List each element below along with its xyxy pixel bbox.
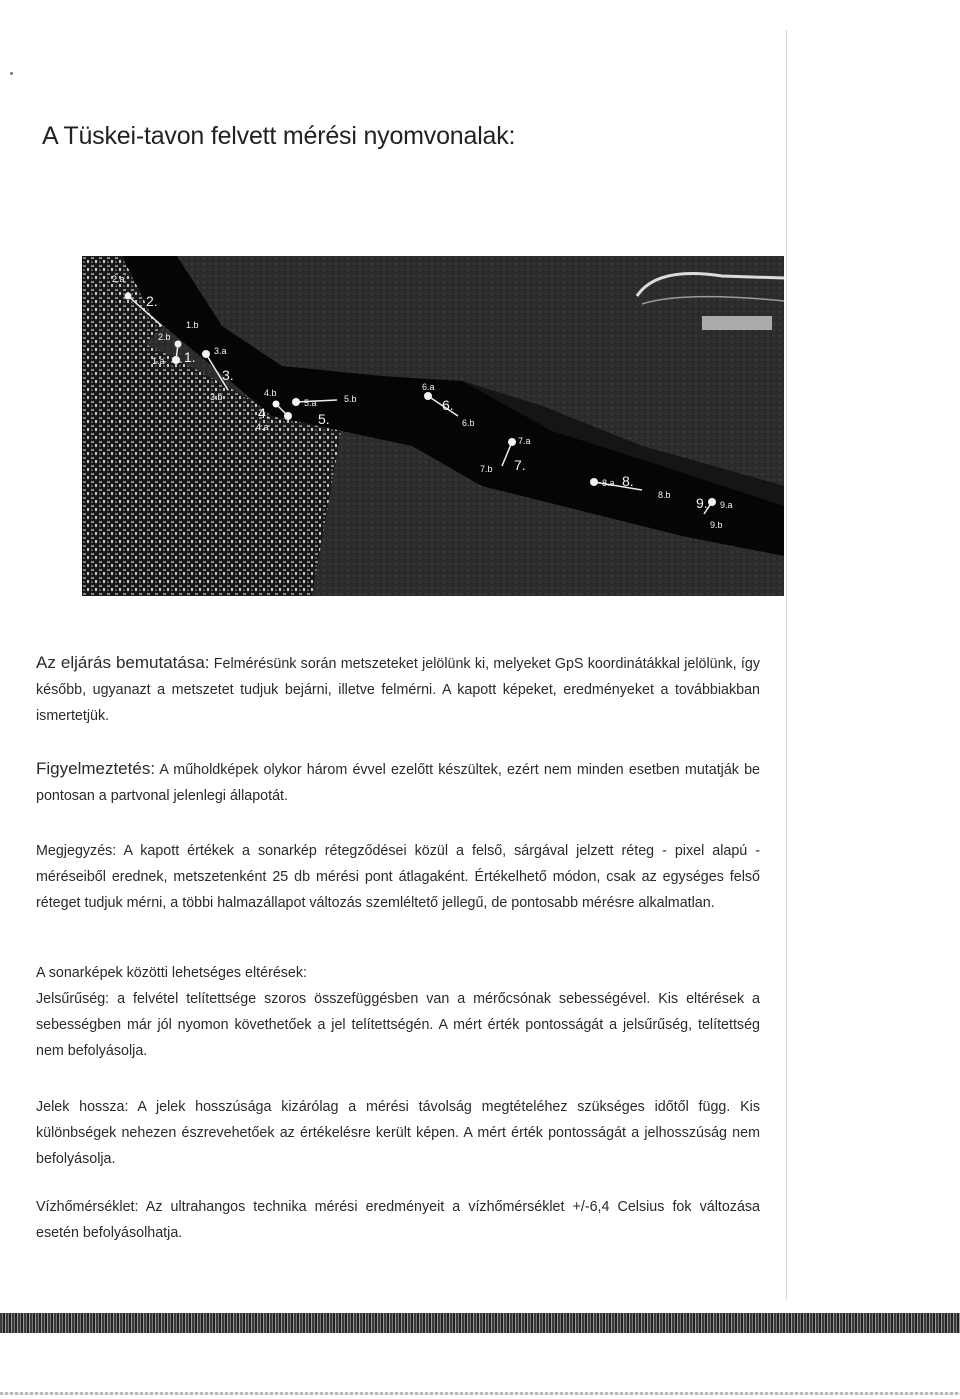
signal-density-paragraph bbox=[36, 986, 760, 1064]
warning-heading: Figyelmeztetés: bbox=[36, 759, 156, 778]
map-label: 1.b bbox=[186, 320, 199, 330]
map-label: 3.a bbox=[214, 346, 227, 356]
scan-speck bbox=[10, 72, 13, 75]
marker-1a bbox=[172, 356, 180, 364]
map-label: 8.a bbox=[602, 478, 615, 488]
map-label: 4.b bbox=[264, 388, 277, 398]
map-label: 7.b bbox=[480, 464, 493, 474]
map-label: 2.b bbox=[158, 332, 171, 342]
signal-length-paragraph bbox=[36, 1094, 760, 1172]
water-temperature-paragraph bbox=[36, 1194, 760, 1246]
warning-text: A műholdképek olykor három évvel ezelőtt készültek, ezért nem minden esetben mutatják be pontosan a partvonal jelenlegi állapotát. bbox=[36, 762, 760, 804]
map-label: 8. bbox=[622, 473, 634, 489]
marker-9a bbox=[708, 498, 716, 506]
note-heading: Megjegyzés: bbox=[36, 843, 117, 859]
signal-density-heading: Jelsűrűség: bbox=[36, 991, 110, 1007]
map-label: 7. bbox=[514, 457, 526, 473]
map-label: 1.a bbox=[152, 356, 165, 366]
signal-length-heading: Jelek hossza: bbox=[36, 1099, 129, 1115]
map-label: 3. bbox=[222, 367, 234, 383]
marker-7a bbox=[508, 438, 516, 446]
scan-artifact-band bbox=[0, 1313, 960, 1333]
map-label: 9.b bbox=[710, 520, 723, 530]
page-title: A Tüskei-tavon felvett mérési nyomvonalak: bbox=[42, 122, 516, 150]
map-label: 6.b bbox=[462, 418, 475, 428]
note-paragraph bbox=[36, 838, 760, 916]
satellite-map bbox=[82, 256, 784, 596]
map-label: 4. bbox=[258, 405, 270, 421]
map-label: 5.a bbox=[304, 398, 317, 408]
procedure-paragraph bbox=[36, 650, 760, 729]
note-text: A kapott értékek a sonarkép rétegződései közül a felső, sárgával jelzett réteg - pixel alapú - méréseiből erednek, metszetenként 25 db mérési pont átlagaként. Értékelhető módon, csak az egységes felső réteget tudjuk mérni, a többi halmazállapot változás szemléltető jellegű, de pontosabb mérésre alkalmatlan. bbox=[36, 843, 760, 911]
water-temperature-heading: Vízhőmérséklet: bbox=[36, 1199, 139, 1215]
water-temperature-text: Az ultrahangos technika mérési eredményeit a vízhőmérséklet +/-6,4 Celsius fok változása esetén befolyásolhatja. bbox=[36, 1199, 760, 1241]
map-label: 5. bbox=[318, 411, 330, 427]
marker-3a bbox=[202, 350, 210, 358]
procedure-heading: Az eljárás bemutatása: bbox=[36, 653, 210, 672]
marker-6a bbox=[424, 392, 432, 400]
map-label: 7.a bbox=[518, 436, 531, 446]
map-label: 4.a bbox=[256, 422, 269, 432]
map-label: 6. bbox=[442, 397, 454, 413]
marker-4b bbox=[273, 401, 280, 408]
map-label: 2.a bbox=[112, 274, 125, 284]
differences-heading: A sonarképek közötti lehetséges eltérések: bbox=[36, 965, 308, 981]
map-label: 3.b bbox=[210, 392, 223, 402]
procedure-text: Felmérésünk során metszeteket jelölünk ki, melyeket GpS koordinátákkal jelölünk, így később, ugyanazt a metszetet tudjuk bejárni, illetve felmérni. A kapott képeket, eredményeket a továbbiakban ismertetjük. bbox=[36, 656, 760, 724]
scan-artifact-line bbox=[0, 1392, 960, 1395]
map-label: 5.b bbox=[344, 394, 357, 404]
map-label: 9.a bbox=[720, 500, 733, 510]
signal-density-text: a felvétel telítettsége szoros összefüggésben van a mérőcsónak sebességével. Kis eltérések a sebességben már jól nyomon követhetőek a jel telítettségén. A mért érték pontosságát a jelsűrűség, telítettség nem befolyásolja. bbox=[36, 991, 760, 1059]
map-label: 1. bbox=[184, 349, 196, 365]
marker-8a bbox=[590, 478, 598, 486]
scan-edge-line bbox=[786, 30, 787, 1300]
map-label: 6.a bbox=[422, 382, 435, 392]
differences-heading-paragraph bbox=[36, 960, 760, 986]
marker-5a bbox=[292, 398, 300, 406]
map-label: 9. bbox=[696, 495, 708, 511]
marker-2a bbox=[125, 293, 132, 300]
marker-1b bbox=[175, 341, 182, 348]
satellite-map-image bbox=[82, 256, 784, 596]
signal-length-text: A jelek hosszúsága kizárólag a mérési távolság megtételéhez szükséges időtől függ. Kis különbségek nehezen észrevehetőek az értékelésre került képen. A mért érték pontosságát a jelhosszúság nem befolyásolja. bbox=[36, 1099, 760, 1167]
map-label: 8.b bbox=[658, 490, 671, 500]
warning-paragraph bbox=[36, 756, 760, 809]
map-label: 2. bbox=[146, 293, 158, 309]
marker-4a bbox=[284, 412, 292, 420]
map-logo-block bbox=[702, 316, 772, 330]
